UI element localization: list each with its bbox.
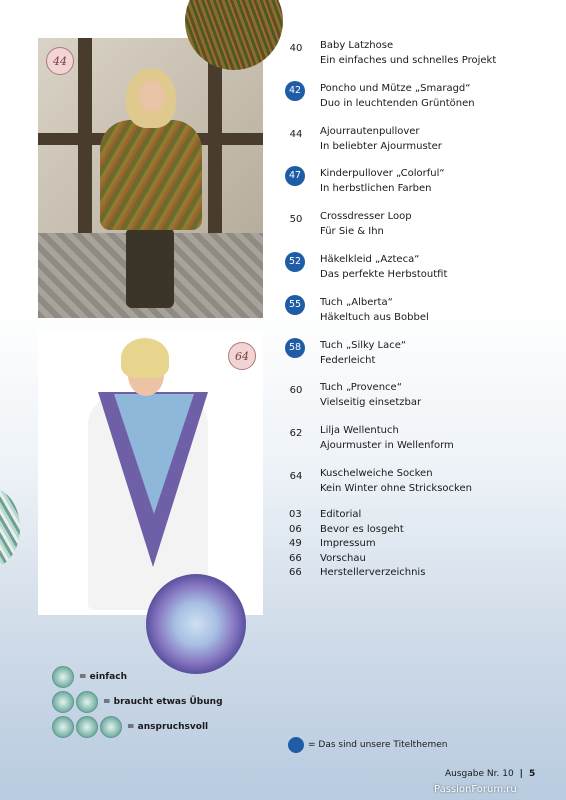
toc-subtitle: Für Sie & Ihn [320,226,384,238]
yarn-skein-icon [52,666,74,688]
toc-entry [285,37,560,71]
toc-title: Tuch „Alberta“ [320,296,393,308]
model-hair [121,338,169,378]
legend-row [52,666,127,688]
page-number: 03 [289,509,302,520]
knitted-sweater [100,120,202,230]
featured-page-number: 42 [285,81,305,101]
page-number: 60 [289,385,303,397]
toc-misc-entry [285,537,560,551]
toc-entry [285,294,560,328]
shawl-photo [38,330,263,615]
page-number: 49 [289,538,302,549]
featured-page-number: 47 [285,166,305,186]
toc-entry [285,465,560,499]
toc-entry [285,123,560,157]
toc-subtitle: Federleicht [320,354,376,366]
toc-title: Impressum [320,538,376,549]
toc-entry [285,80,560,114]
yarn-skein-icon [100,716,122,738]
toc-title: Editorial [320,509,362,520]
toc-entry [285,379,560,413]
toc-subtitle: Kein Winter ohne Stricksocken [320,483,472,494]
featured-page-number: 58 [285,338,305,358]
toc-title: Tuch „Provence“ [320,382,402,394]
sweater-photo [38,38,263,318]
toc-title: Bevor es losgeht [320,523,404,535]
legend-label: = anspruchsvoll [127,722,209,732]
toc-subtitle: Vielseitig einsetzbar [320,397,422,409]
yarn-skein-icon [52,691,74,713]
page-badge-top: 44 [46,47,74,75]
toc-title: Vorschau [320,552,366,564]
crochet-shawl-inner [114,394,194,514]
page-number: 06 [289,523,302,535]
toc-subtitle: Das perfekte Herbstoutfit [320,269,448,280]
toc-entry [285,208,560,242]
yarn-ball-side [0,488,20,568]
featured-page-number: 52 [285,252,305,272]
toc-subtitle: Ein einfaches und schnelles Projekt [320,55,497,66]
legend-row [52,716,208,738]
toc-misc-entry [285,552,560,566]
toc-title: Tuch „Silky Lace“ [320,339,407,351]
legend-row [52,691,223,713]
model-face [139,80,165,112]
watermark: PassionForum.ru [434,784,517,795]
toc-subtitle: In beliebter Ajourmuster [320,140,442,152]
page-number: 5 [528,769,536,779]
toc-misc-entry [285,523,560,537]
toc-title: Ajourrautenpullover [320,125,420,137]
toc-title: Kuschelweiche Socken [320,468,433,479]
page-number: 62 [289,428,303,440]
page-number: 50 [289,214,303,226]
yarn-skein-icon [76,691,98,713]
legend-label: = einfach [79,672,128,682]
toc-subtitle: Häkeltuch aus Bobbel [320,311,429,323]
issue-label: Ausgabe Nr. 10 [445,769,514,779]
toc-subtitle: Duo in leuchtenden Grüntönen [320,97,475,109]
toc-title: Lilja Wellentuch [320,425,399,437]
yarn-skein-icon [76,716,98,738]
page-number: 64 [289,471,303,482]
page-number: 40 [289,43,303,54]
featured-note: = Das sind unsere Titelthemen [308,740,448,750]
legend-label: = braucht etwas Übung [103,697,223,707]
yarn-skein-icon [52,716,74,738]
toc-entry [285,165,560,199]
page-number: 66 [289,567,302,578]
yarn-cake [146,574,246,674]
page-number: 44 [289,128,303,140]
page-footer [445,768,535,780]
toc-misc-entry [285,566,560,580]
toc-title: Herstellerverzeichnis [320,567,426,578]
toc-subtitle: In herbstlichen Farben [320,183,432,195]
toc-title: Poncho und Mütze „Smaragd“ [320,82,471,94]
toc-entry [285,251,560,285]
featured-page-number: 55 [285,295,305,315]
toc-subtitle: Ajourmuster in Wellenform [320,440,454,452]
page-badge-bottom: 64 [228,342,256,370]
toc-title: Häkelkleid „Azteca“ [320,254,420,265]
toc-entry [285,422,560,456]
toc-entry [285,337,560,371]
toc-title: Kinderpullover „Colorful“ [320,168,445,180]
footer-separator: | [519,769,523,779]
page-number: 66 [289,552,302,564]
toc-misc-entry [285,508,560,522]
model-legs [126,228,174,308]
featured-marker-icon [288,737,304,753]
toc-title: Crossdresser Loop [320,211,412,223]
toc-title: Baby Latzhose [320,40,394,51]
